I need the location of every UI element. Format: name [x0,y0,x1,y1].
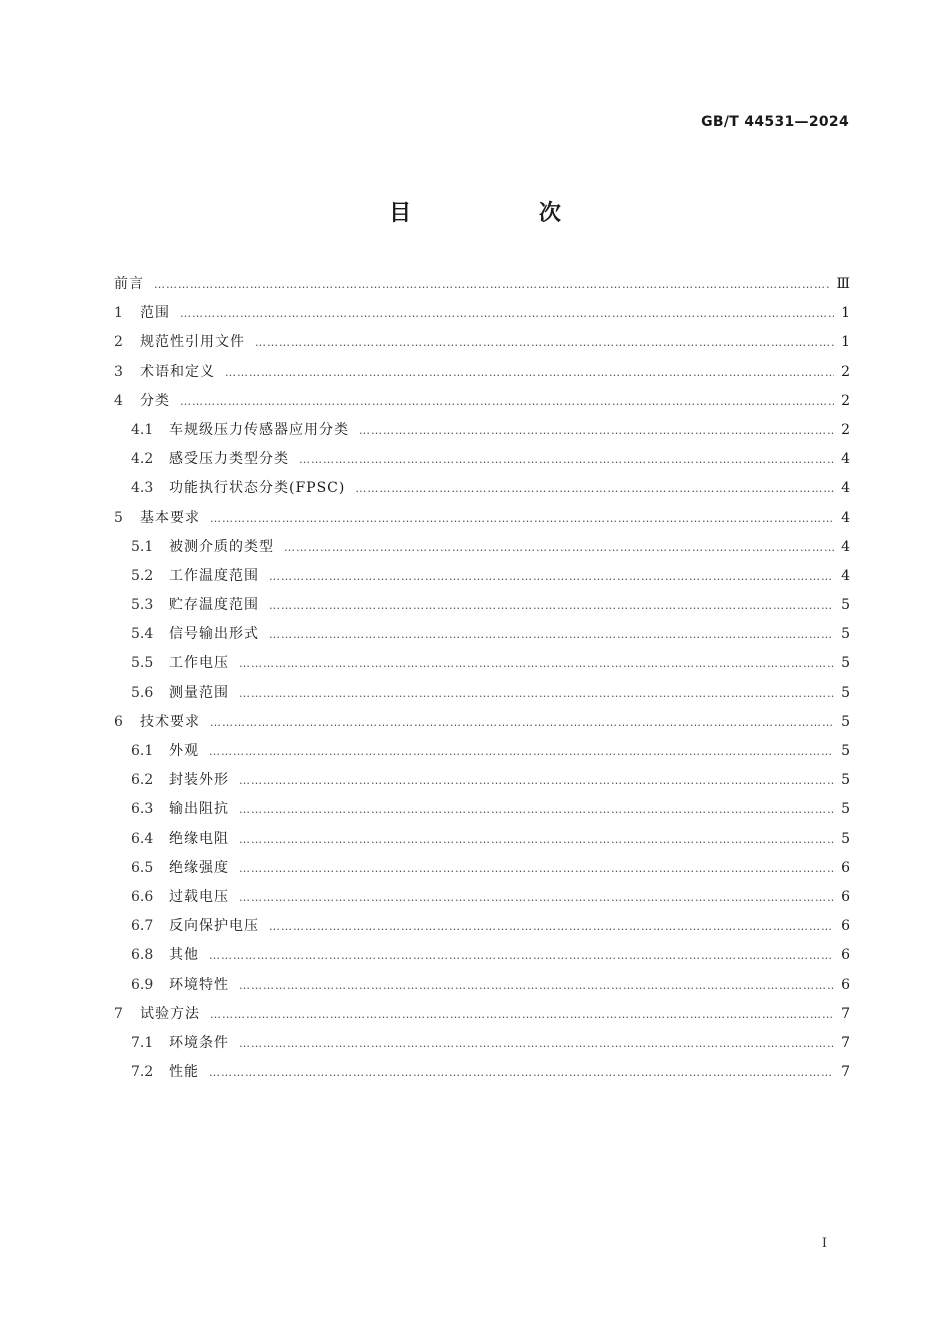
toc-entry-page: 5 [841,830,850,847]
page-folio: I [821,1236,827,1251]
toc-dot-leader [239,883,834,912]
toc-entry-number: 6.1 [131,743,154,759]
toc-entry-page: 7 [841,1064,850,1081]
page-title: 目 次 [389,201,621,226]
toc-dot-leader [225,358,834,387]
toc-entry-page: 6 [841,918,850,935]
toc-entry-label: 技术要求 [140,713,200,730]
toc-dot-leader [210,708,834,737]
toc-dot-leader [210,504,834,533]
toc-entry-label: 贮存温度范围 [169,597,259,614]
toc-entry-label: 规范性引用文件 [140,334,245,351]
toc-entry-page: 4 [841,480,850,497]
toc-dot-leader [239,854,834,883]
toc-dot-leader [239,649,834,678]
toc-entry[interactable] [114,533,850,562]
toc-entry-label: 工作温度范围 [169,567,259,584]
toc-entry-page: Ⅲ [836,276,850,292]
toc-entry-number: 5 [114,509,123,526]
toc-entry-page: 6 [841,888,850,905]
toc-entry-page: 5 [841,743,850,759]
toc-entry-page: 2 [841,363,850,380]
toc-entry-number: 4.2 [131,451,154,468]
toc-entry-label: 测量范围 [169,684,229,701]
toc-entry-label: 功能执行状态分类(FPSC) [169,480,346,497]
toc-entry-label: 其他 [169,947,199,964]
toc-dot-leader [209,737,834,766]
toc-entry-page: 7 [841,1005,850,1022]
toc-entry[interactable] [114,737,850,766]
toc-entry[interactable] [114,766,850,795]
toc-entry[interactable] [114,504,850,533]
toc-entry[interactable] [114,1029,850,1058]
toc-entry[interactable] [114,299,850,328]
toc-entry[interactable] [114,971,850,1000]
toc-dot-leader [355,474,834,503]
toc-entry-label: 车规级压力传感器应用分类 [169,421,349,438]
toc-entry-number: 5.5 [131,655,154,672]
toc-entry-label: 绝缘电阻 [169,830,229,847]
toc-dot-leader [180,387,834,416]
toc-entry[interactable] [114,941,850,970]
toc-entry-label: 工作电压 [169,655,229,672]
toc-entry-number: 2 [114,334,123,351]
toc-entry-label: 输出阻抗 [169,801,229,818]
toc-entry-page: 5 [841,597,850,614]
toc-entry[interactable] [114,795,850,824]
toc-dot-leader [359,416,834,445]
toc-entry[interactable] [114,474,850,503]
toc-dot-leader [154,270,830,299]
toc-entry-number: 6.3 [131,801,154,818]
toc-entry-number: 4.1 [131,421,154,438]
toc-dot-leader [299,445,834,474]
toc-entry[interactable] [114,1058,850,1087]
toc-entry-page: 4 [841,451,850,468]
toc-entry[interactable] [114,591,850,620]
table-of-contents [114,270,850,1087]
toc-entry-label: 前言 [114,276,144,292]
toc-entry[interactable] [114,679,850,708]
toc-entry-label: 绝缘强度 [169,859,229,876]
toc-entry-page: 2 [841,392,850,409]
toc-dot-leader [269,562,834,591]
toc-entry-number: 6 [114,713,123,730]
toc-dot-leader [209,1058,834,1087]
toc-entry-label: 分类 [140,392,170,409]
toc-entry-label: 被测介质的类型 [169,538,274,555]
toc-entry-number: 5.2 [131,567,154,584]
toc-entry-number: 5.3 [131,597,154,614]
toc-entry[interactable] [114,708,850,737]
toc-entry-number: 4.3 [131,480,154,497]
toc-dot-leader [239,1029,834,1058]
toc-dot-leader [239,766,834,795]
toc-entry-number: 7.1 [131,1034,154,1051]
toc-entry-page: 1 [841,305,850,322]
toc-entry[interactable] [114,912,850,941]
toc-entry-page: 7 [841,1034,850,1051]
toc-entry-label: 反向保护电压 [169,918,259,935]
toc-entry-number: 6.4 [131,830,154,847]
toc-entry[interactable] [114,270,850,299]
toc-entry-page: 5 [841,713,850,730]
toc-dot-leader [269,912,834,941]
toc-entry-number: 6.2 [131,772,154,789]
toc-entry-number: 4 [114,392,123,409]
toc-entry-page: 5 [841,655,850,672]
toc-entry-label: 信号输出形式 [169,626,259,643]
toc-entry[interactable] [114,649,850,678]
toc-dot-leader [209,941,834,970]
toc-entry[interactable] [114,416,850,445]
toc-entry-label: 性能 [169,1064,199,1081]
toc-entry-page: 2 [841,421,850,438]
toc-entry-number: 5.4 [131,626,154,643]
toc-entry-page: 6 [841,859,850,876]
toc-entry-number: 7.2 [131,1064,154,1081]
toc-dot-leader [284,533,834,562]
toc-entry-page: 1 [841,334,850,351]
toc-dot-leader [255,328,834,357]
toc-dot-leader [210,1000,834,1029]
toc-dot-leader [269,620,834,649]
toc-entry-number: 7 [114,1005,123,1022]
toc-dot-leader [239,795,834,824]
toc-entry-label: 环境条件 [169,1034,229,1051]
toc-entry-number: 6.5 [131,859,154,876]
toc-dot-leader [239,679,834,708]
toc-entry-page: 5 [841,801,850,818]
toc-entry-page: 4 [841,538,850,555]
toc-dot-leader [180,299,834,328]
toc-entry[interactable] [114,825,850,854]
toc-entry-label: 过载电压 [169,888,229,905]
toc-entry-number: 3 [114,363,123,380]
toc-dot-leader [239,971,834,1000]
toc-entry-number: 6.6 [131,888,154,905]
toc-entry-number: 6.8 [131,947,154,964]
toc-entry-page: 4 [841,509,850,526]
toc-dot-leader [239,825,834,854]
toc-entry-number: 5.1 [131,538,154,555]
toc-entry[interactable] [114,854,850,883]
toc-entry[interactable] [114,445,850,474]
toc-entry-label: 环境特性 [169,976,229,993]
standard-number: GB/T 44531—2024 [701,114,849,130]
toc-entry-page: 5 [841,684,850,701]
toc-entry-label: 感受压力类型分类 [169,451,289,468]
toc-entry-page: 6 [841,976,850,993]
toc-entry[interactable] [114,328,850,357]
toc-entry-number: 1 [114,305,123,322]
toc-entry-label: 基本要求 [140,509,200,526]
toc-entry-number: 6.9 [131,976,154,993]
toc-entry[interactable] [114,358,850,387]
toc-entry-label: 范围 [140,305,170,322]
toc-entry[interactable] [114,1000,850,1029]
toc-entry-page: 5 [841,626,850,643]
toc-entry-page: 5 [841,772,850,789]
toc-entry-label: 术语和定义 [140,363,215,380]
toc-entry[interactable] [114,620,850,649]
toc-entry[interactable] [114,387,850,416]
toc-entry[interactable] [114,562,850,591]
toc-entry-label: 封装外形 [169,772,229,789]
toc-entry[interactable] [114,883,850,912]
toc-entry-label: 试验方法 [140,1005,200,1022]
toc-entry-number: 5.6 [131,684,154,701]
toc-entry-page: 4 [841,567,850,584]
toc-entry-label: 外观 [169,743,199,759]
toc-entry-number: 6.7 [131,918,154,935]
toc-dot-leader [269,591,834,620]
toc-entry-page: 6 [841,947,850,964]
